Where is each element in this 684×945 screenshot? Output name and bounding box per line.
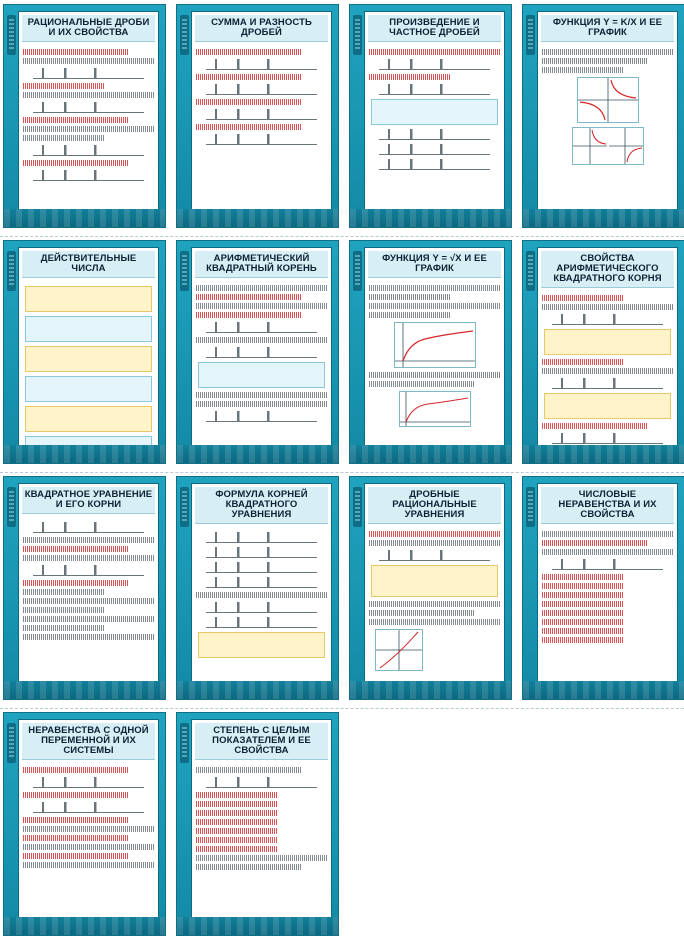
text-line	[196, 837, 277, 843]
brand-stripe	[7, 251, 16, 291]
poster-body	[538, 44, 677, 165]
poster-body	[19, 762, 158, 868]
brand-stripe	[180, 15, 189, 55]
text-line	[23, 625, 104, 631]
text-line	[23, 135, 104, 141]
text-line	[196, 312, 301, 318]
formula	[33, 777, 143, 788]
poster-real-numbers[interactable]	[4, 241, 165, 463]
text-line	[542, 359, 623, 365]
poster-sheet	[537, 483, 678, 683]
brand-stripe	[7, 723, 16, 763]
bottom-pattern	[4, 445, 165, 463]
text-line	[369, 540, 500, 546]
text-line	[542, 540, 647, 546]
poster-sheet	[18, 11, 159, 211]
formula	[206, 562, 316, 573]
poster-title: ПРОИЗВЕДЕНИЕ И ЧАСТНОЕ ДРОБЕЙ	[368, 15, 501, 42]
text-line	[23, 835, 128, 841]
sqrt-graph	[399, 391, 471, 427]
formula	[206, 532, 316, 543]
formula	[552, 559, 662, 570]
note-box	[198, 362, 325, 388]
brand-stripe	[7, 487, 16, 527]
formula	[206, 134, 316, 145]
text-line	[542, 295, 623, 301]
text-line	[542, 592, 623, 598]
formula	[552, 433, 662, 444]
formula	[379, 59, 489, 70]
text-line	[23, 589, 104, 595]
poster-body	[19, 44, 158, 181]
poster-sheet	[191, 719, 332, 919]
formula	[33, 170, 143, 181]
note-box	[371, 565, 498, 597]
text-line	[23, 844, 154, 850]
poster-body	[192, 280, 331, 422]
poster-body	[19, 516, 158, 640]
text-line	[23, 817, 128, 823]
text-line	[196, 592, 327, 598]
bottom-pattern	[4, 681, 165, 699]
formula	[379, 129, 489, 140]
formula	[206, 577, 316, 588]
note-box	[544, 329, 671, 355]
text-line	[196, 392, 327, 398]
formula	[206, 109, 316, 120]
poster-sheet	[537, 247, 678, 447]
note-box	[25, 376, 152, 402]
text-line	[542, 610, 623, 616]
poster-body	[192, 44, 331, 145]
text-line	[542, 619, 623, 625]
note-box	[25, 406, 152, 432]
text-line	[542, 67, 623, 73]
note-box	[25, 316, 152, 342]
formula	[33, 522, 143, 533]
hyperbola-graph	[577, 77, 639, 123]
text-line	[196, 819, 277, 825]
text-line	[23, 634, 154, 640]
poster-quadratic-equation[interactable]	[4, 477, 165, 699]
poster-body	[192, 526, 331, 658]
poster-function-k-over-x[interactable]	[523, 5, 684, 227]
text-line	[196, 767, 301, 773]
text-line	[196, 74, 301, 80]
text-line	[542, 304, 673, 310]
brand-stripe	[180, 487, 189, 527]
formula	[206, 547, 316, 558]
text-line	[23, 555, 154, 561]
formula	[552, 378, 662, 389]
text-line	[196, 801, 277, 807]
poster-sheet	[18, 247, 159, 447]
bottom-pattern	[350, 681, 511, 699]
text-line	[369, 372, 500, 378]
text-line	[196, 303, 327, 309]
text-line	[542, 583, 623, 589]
poster-inequalities-systems[interactable]	[4, 713, 165, 935]
brand-stripe	[353, 487, 362, 527]
text-line	[23, 117, 128, 123]
brand-stripe	[180, 251, 189, 291]
text-line	[196, 864, 301, 870]
poster-body	[538, 290, 677, 444]
text-line	[196, 124, 301, 130]
text-line	[23, 607, 104, 613]
text-line	[369, 312, 450, 318]
poster-title: СТЕПЕНЬ С ЦЕЛЫМ ПОКАЗАТЕЛЕМ И ЕЕ СВОЙСТВА	[195, 723, 328, 760]
formula	[206, 84, 316, 95]
text-line	[23, 92, 154, 98]
formula	[206, 411, 316, 422]
poster-sheet	[364, 11, 505, 211]
bottom-pattern	[523, 681, 684, 699]
formula	[379, 550, 489, 561]
bottom-pattern	[177, 681, 338, 699]
poster-title: ДРОБНЫЕ РАЦИОНАЛЬНЫЕ УРАВНЕНИЯ	[368, 487, 501, 524]
bottom-pattern	[4, 917, 165, 935]
poster-title: ДЕЙСТВИТЕЛЬНЫЕ ЧИСЛА	[22, 251, 155, 278]
text-line	[369, 601, 500, 607]
brand-stripe	[526, 251, 535, 291]
poster-rational-fractions[interactable]	[4, 5, 165, 227]
text-line	[369, 303, 500, 309]
formula	[33, 145, 143, 156]
poster-sum-difference[interactable]	[177, 5, 338, 227]
poster-title: АРИФМЕТИЧЕСКИЙ КВАДРАТНЫЙ КОРЕНЬ	[195, 251, 328, 278]
brand-stripe	[526, 487, 535, 527]
formula	[379, 159, 489, 170]
formula	[379, 144, 489, 155]
note-box	[25, 286, 152, 312]
brand-stripe	[180, 723, 189, 763]
text-line	[23, 826, 154, 832]
row-divider-3	[0, 708, 684, 710]
poster-title: КВАДРАТНОЕ УРАВНЕНИЕ И ЕГО КОРНИ	[22, 487, 155, 514]
text-line	[369, 294, 450, 300]
brand-stripe	[526, 15, 535, 55]
text-line	[542, 531, 673, 537]
poster-square-root[interactable]	[177, 241, 338, 463]
text-line	[542, 368, 673, 374]
poster-body	[365, 526, 504, 671]
note-box	[198, 632, 325, 658]
formula	[206, 322, 316, 333]
poster-body	[19, 280, 158, 447]
bottom-pattern	[523, 445, 684, 463]
text-line	[23, 853, 128, 859]
poster-title: ФУНКЦИЯ Y = K/X И ЕЕ ГРАФИК	[541, 15, 674, 42]
text-line	[369, 610, 474, 616]
text-line	[23, 160, 128, 166]
equation-graph	[375, 629, 423, 671]
brand-stripe	[7, 15, 16, 55]
text-line	[196, 49, 301, 55]
sqrt-graph	[394, 322, 476, 368]
poster-title: СВОЙСТВА АРИФМЕТИЧЕСКОГО КВАДРАТНОГО КОРНЯ	[541, 251, 674, 288]
text-line	[542, 601, 623, 607]
brand-stripe	[353, 15, 362, 55]
poster-integer-exponent[interactable]	[177, 713, 338, 935]
text-line	[196, 828, 277, 834]
poster-title: СУММА И РАЗНОСТЬ ДРОБЕЙ	[195, 15, 328, 42]
text-line	[196, 810, 277, 816]
text-line	[542, 58, 647, 64]
bottom-pattern	[523, 209, 684, 227]
poster-body	[365, 44, 504, 170]
text-line	[542, 423, 647, 429]
text-line	[196, 337, 327, 343]
formula	[206, 602, 316, 613]
text-line	[196, 401, 327, 407]
text-line	[196, 294, 301, 300]
text-line	[196, 285, 327, 291]
row-divider-1	[0, 236, 684, 238]
bottom-pattern	[177, 445, 338, 463]
text-line	[369, 285, 500, 291]
formula	[206, 617, 316, 628]
text-line	[369, 49, 500, 55]
text-line	[369, 381, 474, 387]
text-line	[23, 862, 154, 868]
poster-title: НЕРАВЕНСТВА С ОДНОЙ ПЕРЕМЕННОЙ И ИХ СИСТЕМЫ	[22, 723, 155, 760]
note-box	[544, 393, 671, 419]
text-line	[23, 792, 128, 798]
poster-function-sqrt[interactable]	[350, 241, 511, 463]
poster-body	[538, 526, 677, 643]
formula	[33, 802, 143, 813]
text-line	[542, 574, 623, 580]
poster-sheet	[18, 719, 159, 919]
text-line	[542, 637, 623, 643]
text-line	[369, 74, 450, 80]
poster-sheet	[191, 11, 332, 211]
poster-numeric-inequalities[interactable]	[523, 477, 684, 699]
text-line	[542, 49, 673, 55]
poster-title: ЧИСЛОВЫЕ НЕРАВЕНСТВА И ИХ СВОЙСТВА	[541, 487, 674, 524]
poster-title: ФОРМУЛА КОРНЕЙ КВАДРАТНОГО УРАВНЕНИЯ	[195, 487, 328, 524]
formula	[33, 68, 143, 79]
formula	[206, 59, 316, 70]
text-line	[369, 619, 500, 625]
poster-quadratic-formula[interactable]	[177, 477, 338, 699]
poster-sheet	[191, 247, 332, 447]
text-line	[196, 99, 301, 105]
poster-sheet	[18, 483, 159, 683]
text-line	[23, 49, 128, 55]
poster-body	[365, 280, 504, 427]
bottom-pattern	[350, 445, 511, 463]
text-line	[23, 616, 154, 622]
text-line	[23, 598, 154, 604]
text-line	[23, 580, 128, 586]
formula	[206, 347, 316, 358]
poster-rational-equations[interactable]	[350, 477, 511, 699]
formula	[33, 565, 143, 576]
formula	[552, 314, 662, 325]
text-line	[196, 792, 277, 798]
poster-sheet	[364, 247, 505, 447]
formula	[379, 84, 489, 95]
text-line	[542, 628, 623, 634]
brand-stripe	[353, 251, 362, 291]
text-line	[23, 546, 128, 552]
text-line	[196, 846, 277, 852]
text-line	[369, 531, 500, 537]
poster-sheet	[537, 11, 678, 211]
poster-sheet	[364, 483, 505, 683]
text-line	[196, 855, 327, 861]
formula	[33, 102, 143, 113]
row-divider-2	[0, 472, 684, 474]
formula	[206, 777, 316, 788]
text-line	[23, 767, 128, 773]
bottom-pattern	[350, 209, 511, 227]
poster-product-quotient[interactable]	[350, 5, 511, 227]
note-box	[371, 99, 498, 125]
poster-sqrt-properties[interactable]	[523, 241, 684, 463]
text-line	[23, 58, 154, 64]
poster-body	[192, 762, 331, 870]
hyperbola-graph	[572, 127, 644, 165]
poster-sheet	[191, 483, 332, 683]
bottom-pattern	[177, 209, 338, 227]
text-line	[23, 537, 154, 543]
poster-title: РАЦИОНАЛЬНЫЕ ДРОБИ И ИХ СВОЙСТВА	[22, 15, 155, 42]
bottom-pattern	[4, 209, 165, 227]
text-line	[542, 549, 673, 555]
bottom-pattern	[177, 917, 338, 935]
note-box	[25, 346, 152, 372]
text-line	[23, 83, 104, 89]
poster-title: ФУНКЦИЯ Y = √X И ЕЕ ГРАФИК	[368, 251, 501, 278]
text-line	[23, 126, 154, 132]
